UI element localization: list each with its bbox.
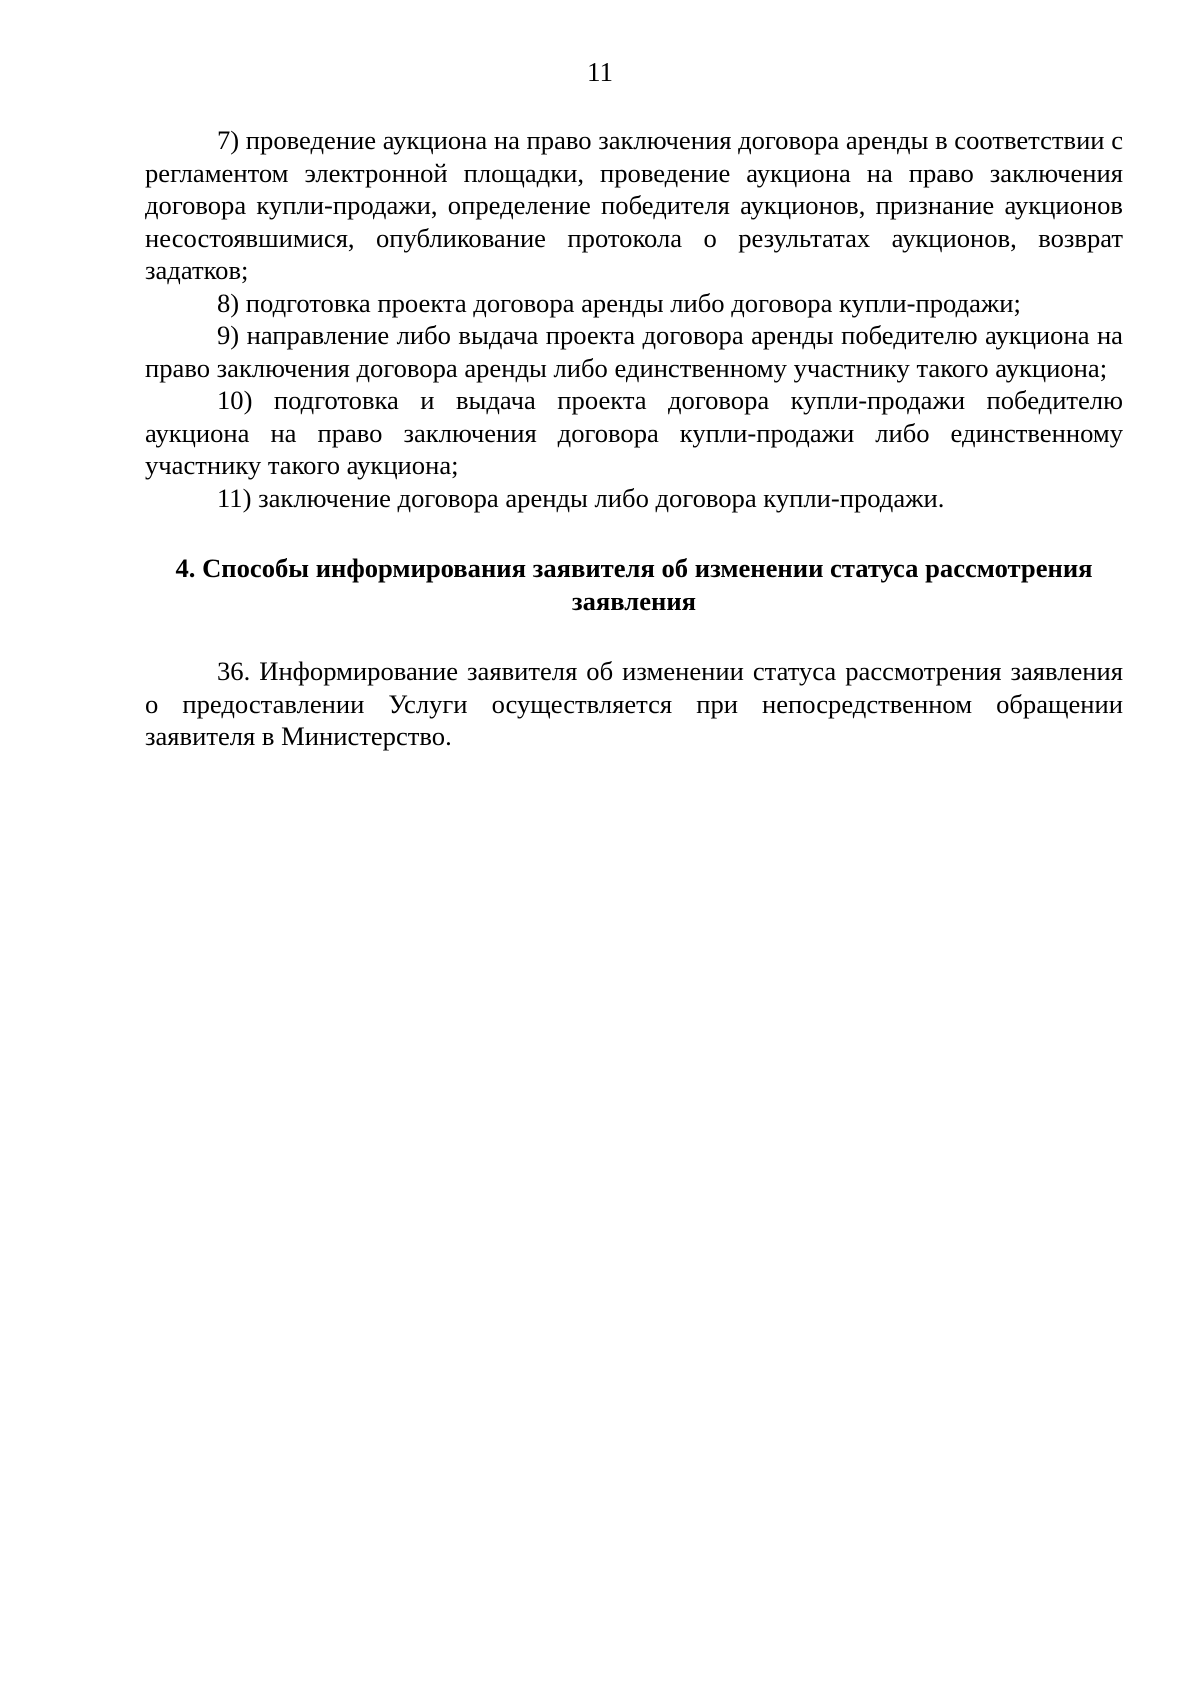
list-item: 7) проведение аукциона на право заключения договора аренды в соответствии с регламентом электронной площадки, проведение аукциона на право заключения договора купли-продажи, определение победителя аукционов, признание аукционов несостоявшимися, опубликование протокола о результатах аукционов, возврат задатков; xyxy=(145,125,1123,285)
list-item: 11) заключение договора аренды либо договора купли-продажи. xyxy=(217,482,945,513)
paragraph-36: 36. Информирование заявителя об изменении статуса рассмотрения заявления о предоставлении Услуги осуществляется при непосредственном обращении заявителя в Министерство. xyxy=(145,656,1123,751)
section-heading: 4. Способы информирования заявителя об изменении статуса рассмотрения заявления xyxy=(175,553,1093,616)
document-body xyxy=(145,124,1123,753)
list-item: 8) подготовка проекта договора аренды либо договора купли-продажи; xyxy=(217,287,1021,318)
list-item: 9) направление либо выдача проекта договора аренды победителю аукциона на право заключения договора аренды либо единственному участнику такого аукциона; xyxy=(145,320,1123,383)
list-item: 10) подготовка и выдача проекта договора купли-продажи победителю аукциона на право заключения договора купли-продажи либо единственному участнику такого аукциона; xyxy=(145,385,1123,480)
page-number: 11 xyxy=(587,57,613,87)
